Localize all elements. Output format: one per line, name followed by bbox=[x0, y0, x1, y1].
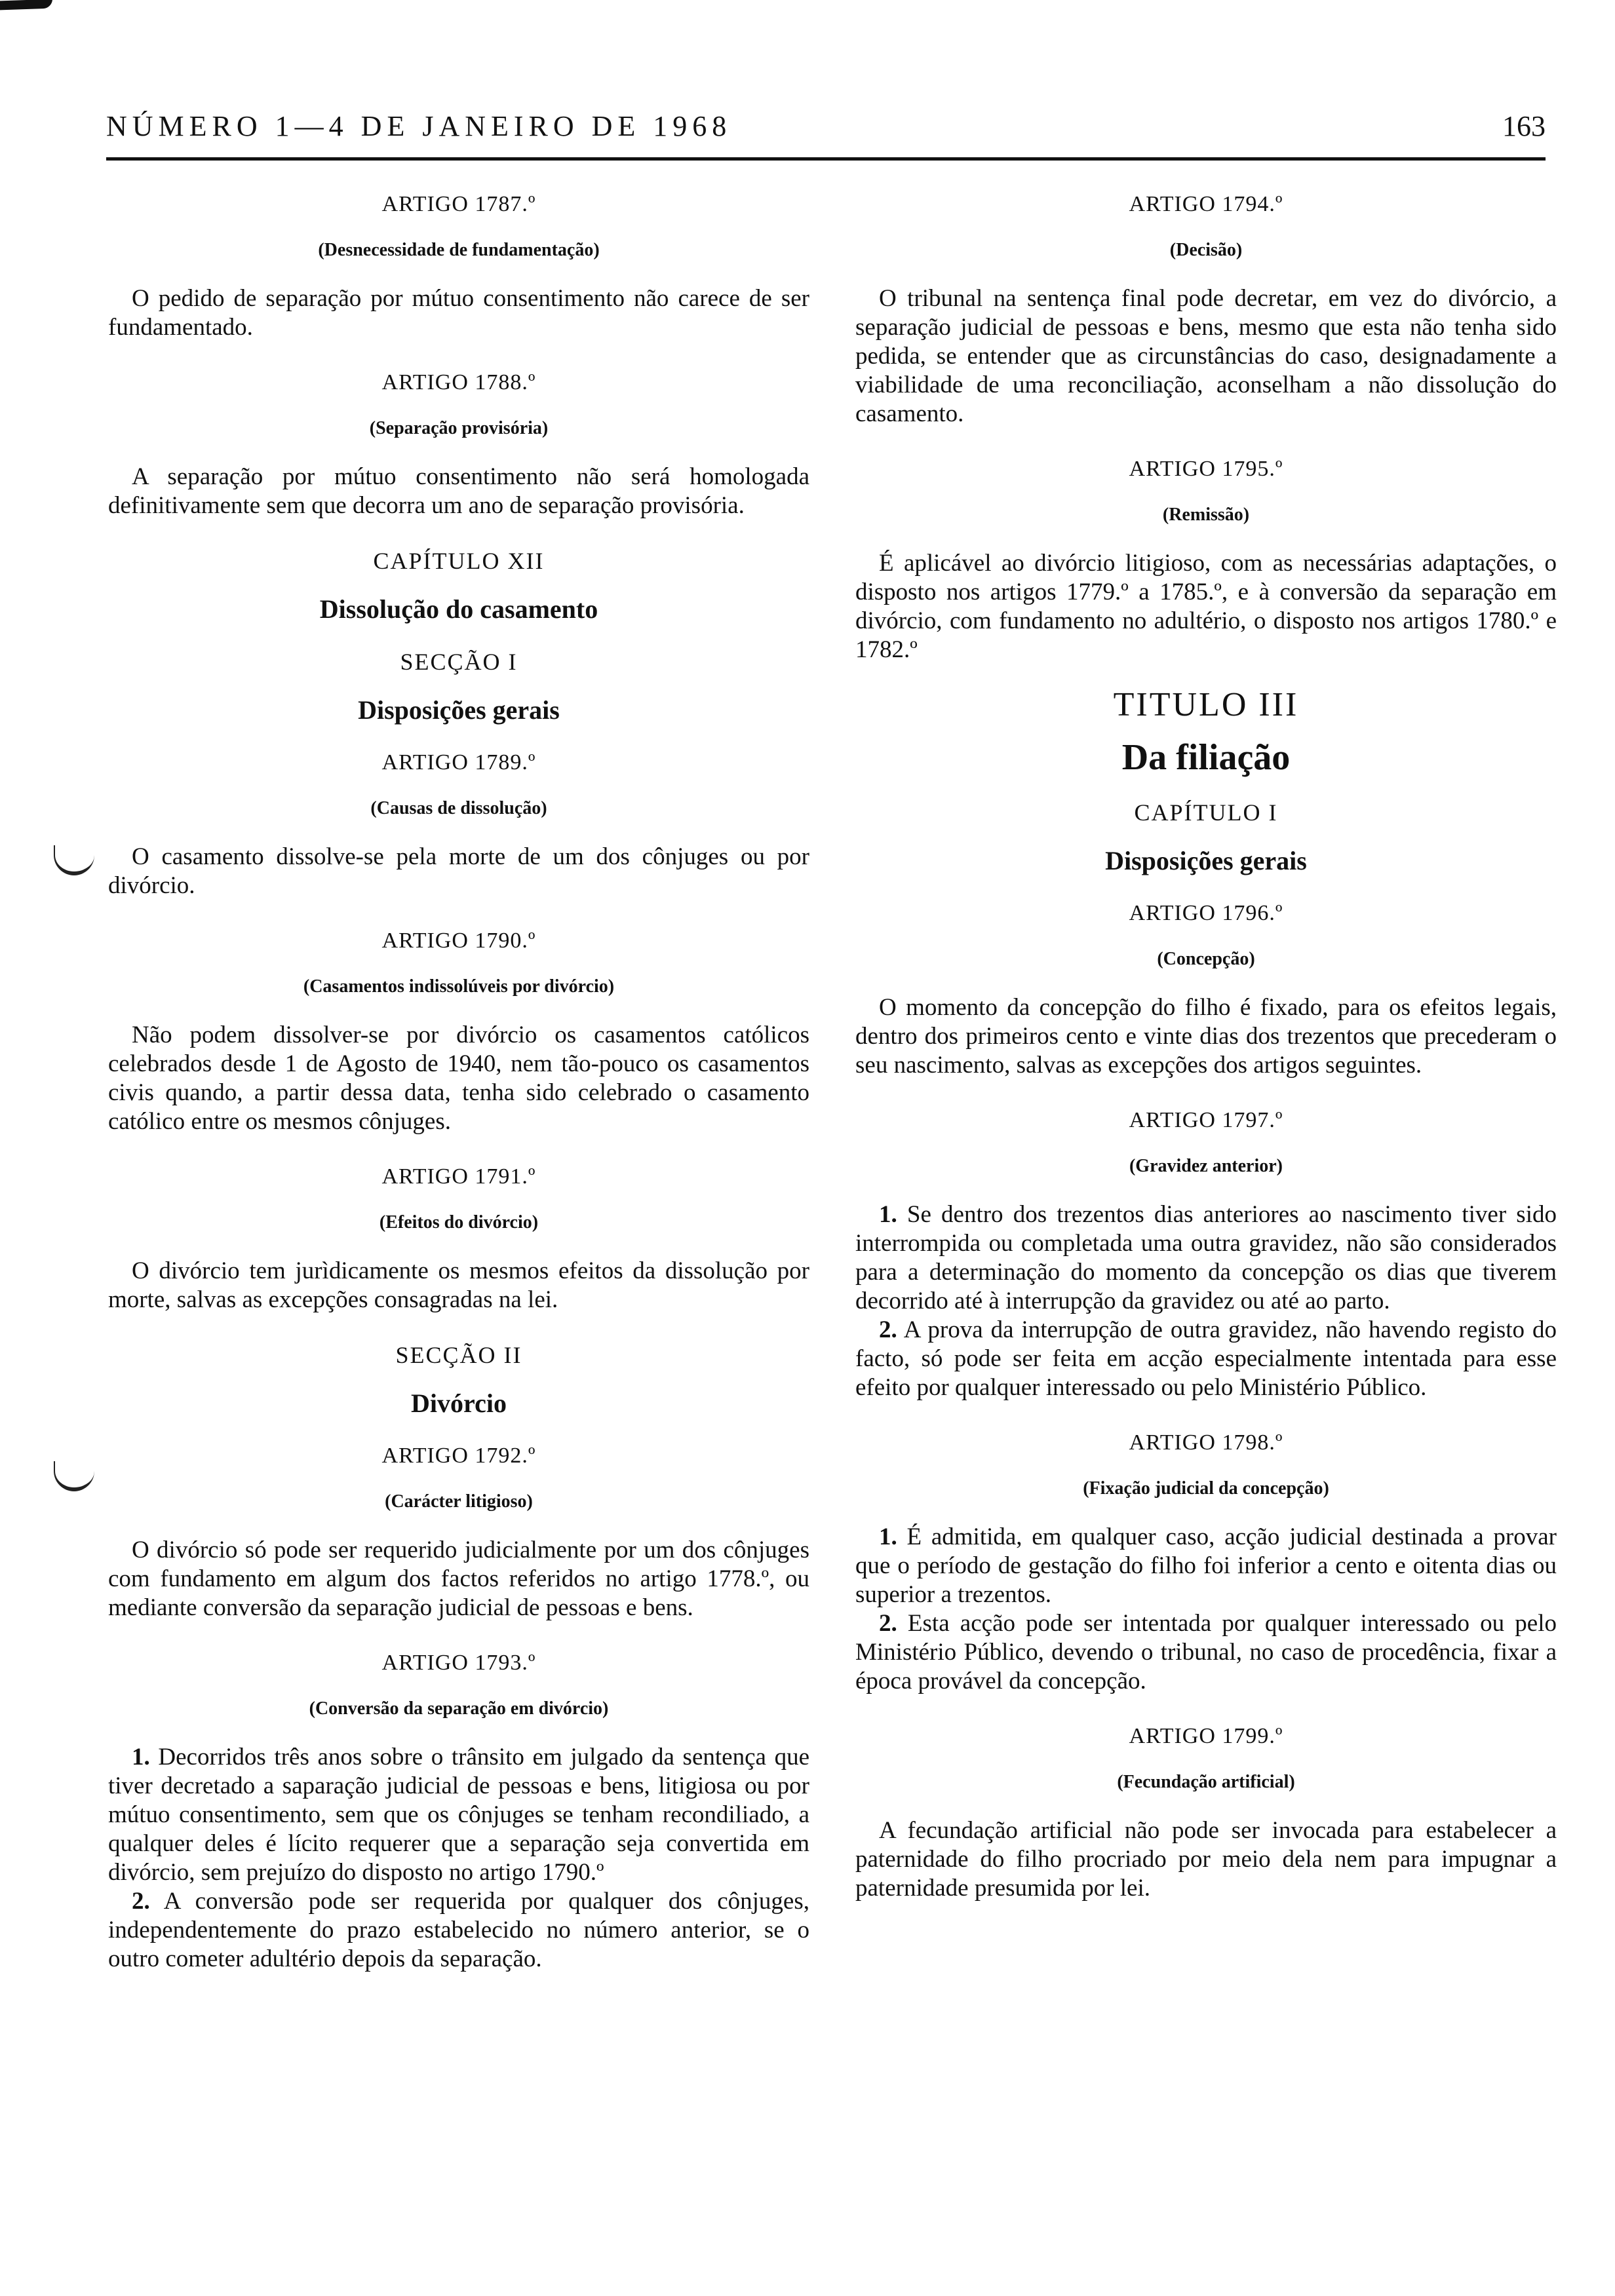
chapter-heading: CAPÍTULO XII bbox=[373, 548, 545, 574]
article-1797 bbox=[855, 1106, 1557, 1402]
article-number: ARTIGO 1796.º bbox=[1129, 901, 1283, 925]
article-epigraph: (Desnecessidade de fundamentação) bbox=[318, 240, 600, 260]
article-1794 bbox=[855, 190, 1557, 429]
article-1791 bbox=[108, 1162, 809, 1314]
item-text: A conversão pode ser requerida por qualquer dos cônjuges, independentemente do prazo estabelecido no número anterior, se o outro cometer adultério depois da separação. bbox=[108, 1888, 809, 1972]
article-1789 bbox=[108, 748, 809, 900]
chapter-heading: CAPÍTULO I bbox=[1134, 799, 1278, 826]
article-item-2 bbox=[855, 1316, 1557, 1402]
item-number: 1. bbox=[879, 1523, 897, 1550]
article-item-2 bbox=[855, 1609, 1557, 1696]
item-text: A prova da interrupção de outra gravidez, não havendo registo do facto, só pode ser feita em acção especialmente intentada para esse efeito por qualquer interessado ou pelo Ministério Público. bbox=[855, 1316, 1557, 1401]
article-item-1 bbox=[108, 1743, 809, 1887]
article-number: ARTIGO 1790.º bbox=[381, 928, 536, 953]
article-1795 bbox=[855, 455, 1557, 664]
article-epigraph: (Fixação judicial da concepção) bbox=[1083, 1478, 1329, 1499]
article-text: A separação por mútuo consentimento não será homologada definitivamente sem que decorra um ano de separação provisória. bbox=[108, 463, 809, 519]
article-text: O momento da concepção do filho é fixado, para os efeitos legais, dentro dos primeiros cento e vinte dias dos trezentos que precederam o seu nascimento, salvas as excepções dos artigos seguintes. bbox=[855, 994, 1557, 1079]
header-rule bbox=[106, 157, 1546, 161]
article-1799 bbox=[855, 1722, 1557, 1903]
section-title: Disposições gerais bbox=[358, 695, 560, 725]
article-epigraph: (Concepção) bbox=[1157, 949, 1255, 969]
article-epigraph: (Remissão) bbox=[1162, 505, 1250, 525]
article-number: ARTIGO 1792.º bbox=[381, 1444, 536, 1468]
article-number: ARTIGO 1795.º bbox=[1129, 457, 1283, 481]
item-number: 2. bbox=[879, 1610, 897, 1637]
chapter-title: Disposições gerais bbox=[1105, 846, 1307, 875]
scan-artifact-arc bbox=[54, 1461, 94, 1491]
section-title: Divórcio bbox=[411, 1388, 507, 1418]
scan-artifact-arc bbox=[54, 845, 94, 875]
item-number: 1. bbox=[879, 1201, 897, 1228]
scan-artifact-top bbox=[0, 0, 52, 10]
article-epigraph: (Conversão da separação em divórcio) bbox=[309, 1698, 609, 1719]
article-text: O tribunal na sentença final pode decretar, em vez do divórcio, a separação judicial de pessoas e bens, mesmo que esta não tenha sido pedida, se entender que as circunstâncias do caso, designadamente a viabilidade de uma reconciliação, aconselham a não dissolução do casamento. bbox=[855, 285, 1557, 427]
article-number: ARTIGO 1799.º bbox=[1129, 1724, 1283, 1748]
article-1793 bbox=[108, 1649, 809, 1974]
article-number: ARTIGO 1788.º bbox=[381, 370, 536, 394]
article-item-1 bbox=[855, 1200, 1557, 1316]
article-text: O divórcio tem jurìdicamente os mesmos efeitos da dissolução por morte, salvas as excepções consagradas na lei. bbox=[108, 1257, 809, 1313]
article-number: ARTIGO 1794.º bbox=[1129, 192, 1283, 216]
article-number: ARTIGO 1791.º bbox=[381, 1164, 536, 1189]
article-text: É aplicável ao divórcio litigioso, com as necessárias adaptações, o disposto nos artigos 1779.º a 1785.º, e à conversão da separação em divórcio, com fundamento no adultério, o disposto nos artigos 1780.º e 1782.º bbox=[855, 550, 1557, 663]
article-text: O divórcio só pode ser requerido judicialmente por um dos cônjuges com fundamento em algum dos factos referidos no artigo 1778.º, ou mediante conversão da separação judicial de pessoas e bens. bbox=[108, 1537, 809, 1621]
article-1787 bbox=[108, 190, 809, 342]
article-number: ARTIGO 1787.º bbox=[381, 192, 536, 216]
article-1798 bbox=[855, 1428, 1557, 1696]
article-text: A fecundação artificial não pode ser invocada para estabelecer a paternidade do filho procriado por meio dela nem para impugnar a paternidade presumida por lei. bbox=[855, 1817, 1557, 1902]
article-number: ARTIGO 1797.º bbox=[1129, 1108, 1283, 1132]
page-header bbox=[106, 106, 1546, 145]
right-column bbox=[855, 190, 1557, 1929]
article-epigraph: (Decisão) bbox=[1169, 240, 1243, 260]
item-text: Se dentro dos trezentos dias anteriores ao nascimento tiver sido interrompida ou completada uma outra gravidez, não são considerados para a determinação do momento da concepção os dias que tiverem decorrido até à interrupção da gravidez ou até ao parto. bbox=[855, 1201, 1557, 1314]
item-number: 2. bbox=[132, 1888, 150, 1915]
issue-date: NÚMERO 1—4 DE JANEIRO DE 1968 bbox=[106, 109, 732, 142]
left-column bbox=[108, 190, 809, 2000]
article-item-2 bbox=[108, 1887, 809, 1974]
item-text: Esta acção pode ser intentada por qualquer interessado ou pelo Ministério Público, devendo o tribunal, no caso de procedência, fixar a época provável da concepção. bbox=[855, 1610, 1557, 1694]
title-name: Da filiação bbox=[1121, 737, 1291, 778]
article-epigraph: (Carácter litigioso) bbox=[385, 1491, 533, 1512]
page-number: 163 bbox=[1502, 109, 1546, 142]
article-epigraph: (Causas de dissolução) bbox=[370, 798, 547, 818]
article-epigraph: (Gravidez anterior) bbox=[1129, 1156, 1283, 1176]
section-heading: SECÇÃO II bbox=[395, 1342, 522, 1368]
article-epigraph: (Fecundação artificial) bbox=[1117, 1772, 1295, 1792]
article-epigraph: (Separação provisória) bbox=[369, 418, 549, 438]
article-1788 bbox=[108, 368, 809, 520]
article-item-1 bbox=[855, 1523, 1557, 1609]
article-text: O casamento dissolve-se pela morte de um dos cônjuges ou por divórcio. bbox=[108, 843, 809, 899]
article-number: ARTIGO 1798.º bbox=[1129, 1430, 1283, 1455]
article-text: Não podem dissolver-se por divórcio os casamentos católicos celebrados desde 1 de Agosto de 1940, nem tão-pouco os casamentos civis quando, a partir dessa data, tenha sido celebrado o casamento católico entre os mesmos cônjuges. bbox=[108, 1022, 809, 1135]
article-number: ARTIGO 1793.º bbox=[381, 1651, 536, 1675]
article-epigraph: (Efeitos do divórcio) bbox=[379, 1212, 539, 1233]
chapter-title: Dissolução do casamento bbox=[319, 594, 598, 624]
article-epigraph: (Casamentos indissolúveis por divórcio) bbox=[303, 976, 615, 997]
article-text: O pedido de separação por mútuo consentimento não carece de ser fundamentado. bbox=[108, 285, 809, 341]
section-heading: SECÇÃO I bbox=[400, 649, 518, 675]
article-number: ARTIGO 1789.º bbox=[381, 750, 536, 775]
article-1796 bbox=[855, 899, 1557, 1080]
item-number: 2. bbox=[879, 1316, 897, 1343]
title-heading: TITULO III bbox=[1113, 686, 1299, 723]
item-text: É admitida, em qualquer caso, acção judicial destinada a provar que o período de gestação do filho foi inferior a cento e oitenta dias ou superior a trezentos. bbox=[855, 1523, 1557, 1608]
item-number: 1. bbox=[132, 1744, 150, 1770]
article-1790 bbox=[108, 927, 809, 1136]
item-text: Decorridos três anos sobre o trânsito em julgado da sentença que tiver decretado a saparação judicial de pessoas e bens, litigiosa ou por mútuo consentimento, sem que os cônjuges se tenham recondiliado, a qualquer deles é lícito requerer que a separação seja convertida em divórcio, sem prejuízo do disposto no artigo 1790.º bbox=[108, 1744, 809, 1886]
article-1792 bbox=[108, 1442, 809, 1622]
